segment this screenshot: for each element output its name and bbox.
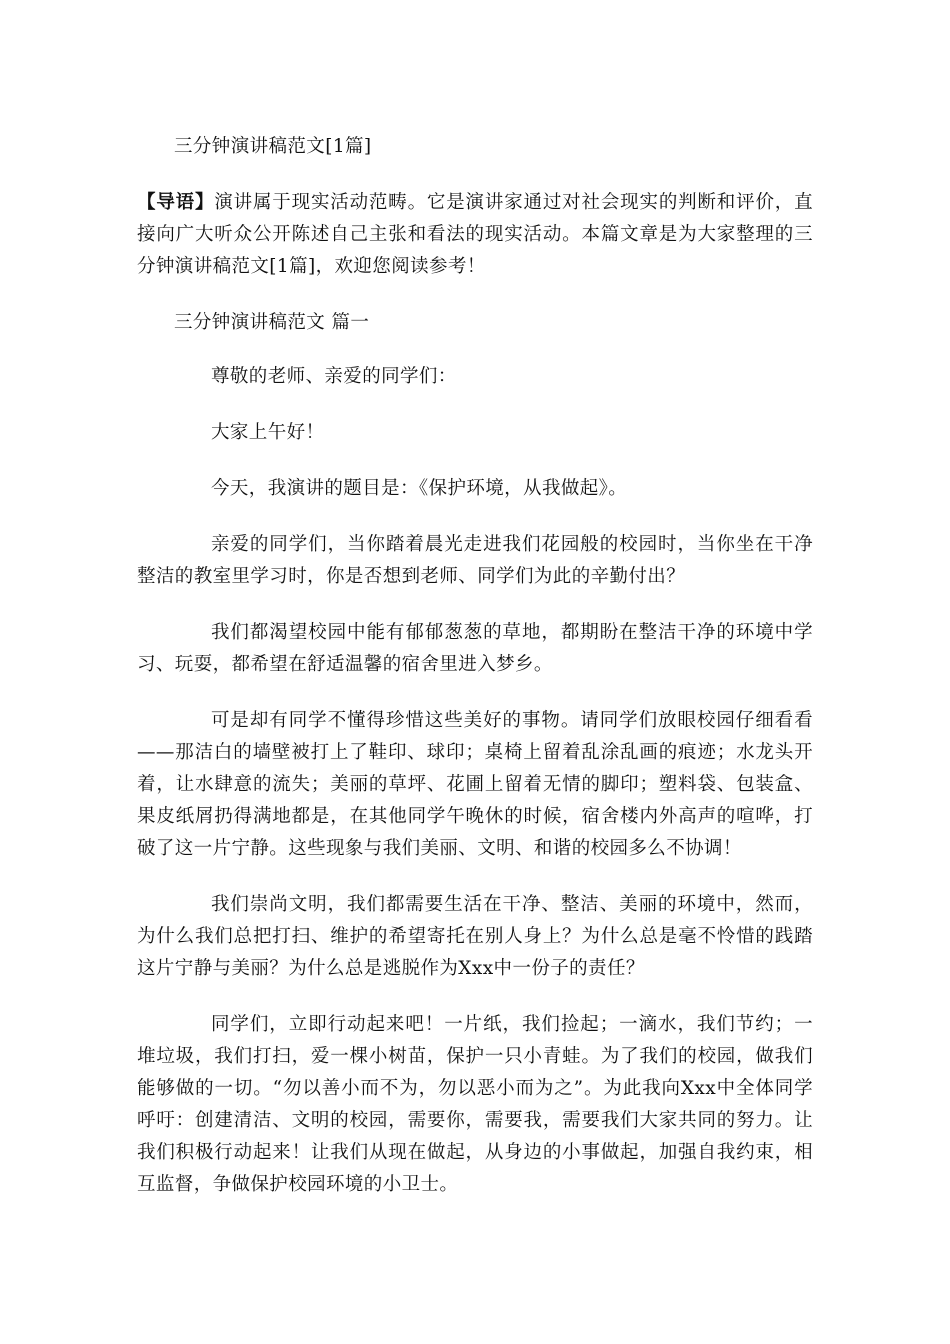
body-paragraph: 我们都渴望校园中能有郁郁葱葱的草地，都期盼在整洁干净的环境中学习、玩耍，都希望在舒适温馨的宿舍里进入梦乡。 [137,622,813,675]
intro-text: 演讲属于现实活动范畴。它是演讲家通过对社会现实的判断和评价，直接向广大听众公开陈述自己主张和看法的现实活动。本篇文章是为大家整理的三分钟演讲稿范文[1篇]，欢迎您阅读参考！ [137,192,813,277]
body-paragraph: 亲爱的同学们，当你踏着晨光走进我们花园般的校园时，当你坐在干净整洁的教室里学习时，你是否想到老师、同学们为此的辛勤付出？ [137,534,813,587]
document-title: 三分钟演讲稿范文[1篇] [174,136,372,157]
greeting-paragraph: 大家上午好！ [211,422,325,443]
body-paragraph: 同学们，立即行动起来吧！一片纸，我们捡起；一滴水，我们节约；一堆垃圾，我们打扫，爱一棵小树苗，保护一只小青蛙。为了我们的校园，做我们能够做的一切。“勿以善小而不为，勿以恶小而为之”。为此我向Xxx中全体同学呼吁：创建清洁、文明的校园，需要你，需要我，需要我们大家共同的努力。让我们积极行动起来！让我们从现在做起，从身边的小事做起，加强自我约束，相互监督，争做保护校园环境的小卫士。 [137,1014,813,1195]
intro-paragraph [137,187,813,283]
document-body [137,131,813,1225]
intro-label: 【导语】 [137,192,215,213]
body-paragraph: 我们崇尚文明，我们都需要生活在干净、整洁、美丽的环境中，然而，为什么我们总把打扫、维护的希望寄托在别人身上？为什么总是毫不怜惜的践踏这片宁静与美丽？为什么总是逃脱作为Xxx中一份子的责任？ [137,894,813,979]
body-paragraph: 可是却有同学不懂得珍惜这些美好的事物。请同学们放眼校园仔细看看——那洁白的墙壁被打上了鞋印、球印；桌椅上留着乱涂乱画的痕迹；水龙头开着，让水肆意的流失；美丽的草坪、花圃上留着无情的脚印；塑料袋、包装盒、果皮纸屑扔得满地都是，在其他同学午晚休的时候，宿舍楼内外高声的喧哗，打破了这一片宁静。这些现象与我们美丽、文明、和谐的校园多么不协调！ [137,710,813,859]
topic-paragraph: 今天，我演讲的题目是：《保护环境，从我做起》。 [211,478,628,499]
section-title: 三分钟演讲稿范文 篇一 [174,312,370,333]
salutation-paragraph: 尊敬的老师、亲爱的同学们： [211,366,457,387]
